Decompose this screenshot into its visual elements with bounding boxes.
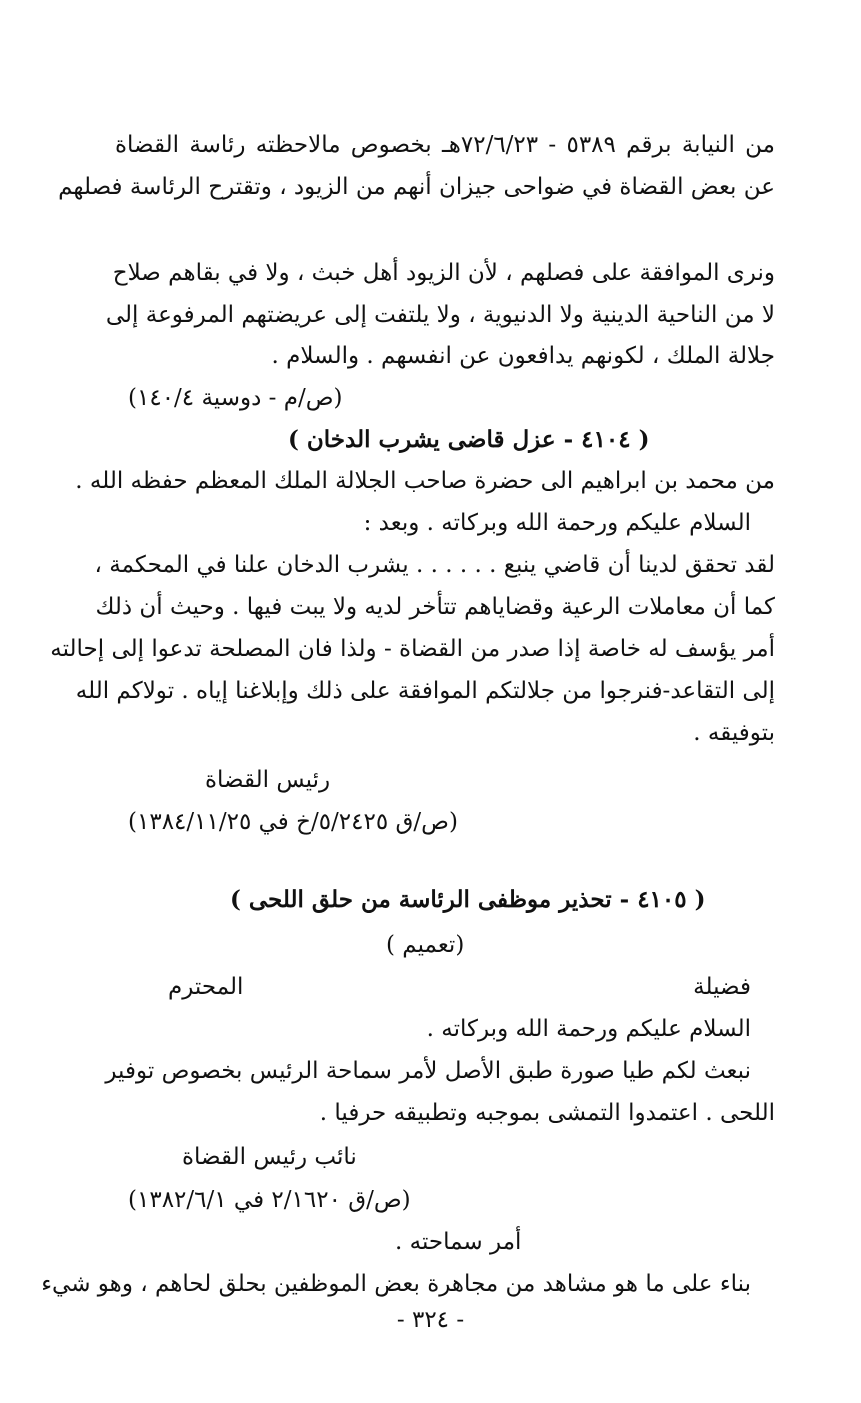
text-line: أمر سماحته . (395, 1229, 522, 1255)
text-line: بناء على ما هو مشاهد من مجاهرة بعض الموظفين بحلق لحاهم ، وهو شيء (41, 1271, 751, 1297)
greeting-line: السلام عليكم ورحمة الله وبركاته . (426, 1016, 751, 1042)
salutation-label: فضيلة (693, 974, 751, 1000)
source-reference: (ص/م - دوسية ١٤٠/٤) (128, 385, 343, 411)
text-line: كما أن معاملات الرعية وقضاياهم تتأخر لديه ولا يبت فيها . وحيث أن ذلك (95, 594, 775, 620)
text-line: ونرى الموافقة على فصلهم ، لأن الزيود أهل خبث ، ولا في بقاهم صلاح (112, 260, 775, 286)
subheading: (تعميم ) (386, 932, 465, 958)
text-line: من النيابة برقم ٥٣٨٩ - ٧٢/٦/٢٣هـ بخصوص مالاحظته رئاسة القضاة (115, 132, 775, 158)
text-line: بتوفيقه . (693, 720, 775, 746)
section-heading: ( ٤١٠٥ - تحذير موظفى الرئاسة من حلق اللحى ) (230, 886, 706, 913)
section-heading: ( ٤١٠٤ - عزل قاضى يشرب الدخان ) (288, 426, 650, 453)
source-reference: (ص/ق ٢/١٦٢٠ في ١٣٨٢/٦/١) (128, 1187, 411, 1213)
text-line: من محمد بن ابراهيم الى حضرة صاحب الجلالة الملك المعظم حفظه الله . (75, 468, 775, 494)
text-line: اللحى . اعتمدوا التمشى بموجبه وتطبيقه حرفيا . (319, 1100, 775, 1126)
text-line: نبعث لكم طيا صورة طبق الأصل لأمر سماحة الرئيس بخصوص توفير (105, 1058, 751, 1084)
text-line: أمر يؤسف له خاصة إذا صدر من القضاة - ولذا فان المصلحة تدعوا إلى إحالته (50, 636, 775, 662)
text-line: لا من الناحية الدينية ولا الدنيوية ، ولا يلتفت إلى عريضتهم المرفوعة إلى (105, 302, 775, 328)
text-line: لقد تحقق لدينا أن قاضي ينبع . . . . . . يشرب الدخان علنا في المحكمة ، (94, 552, 775, 578)
signature-title: رئيس القضاة (205, 767, 331, 793)
text-line: إلى التقاعد-فنرجوا من جلالتكم الموافقة على ذلك وإبلاغنا إياه . تولاكم الله (75, 678, 775, 704)
honorific-label: المحترم (168, 974, 244, 1000)
source-reference: (ص/ق ٥/٢٤٢٥/خ في ١٣٨٤/١١/٢٥) (128, 809, 458, 835)
text-line: جلالة الملك ، لكونهم يدافعون عن انفسهم . والسلام . (271, 343, 775, 369)
page-number: - ٣٢٤ - (396, 1307, 465, 1333)
text-line: عن بعض القضاة في ضواحى جيزان أنهم من الزيود ، وتقترح الرئاسة فصلهم (58, 174, 775, 200)
signature-title: نائب رئيس القضاة (182, 1144, 357, 1170)
greeting-line: السلام عليكم ورحمة الله وبركاته . وبعد : (363, 510, 751, 536)
